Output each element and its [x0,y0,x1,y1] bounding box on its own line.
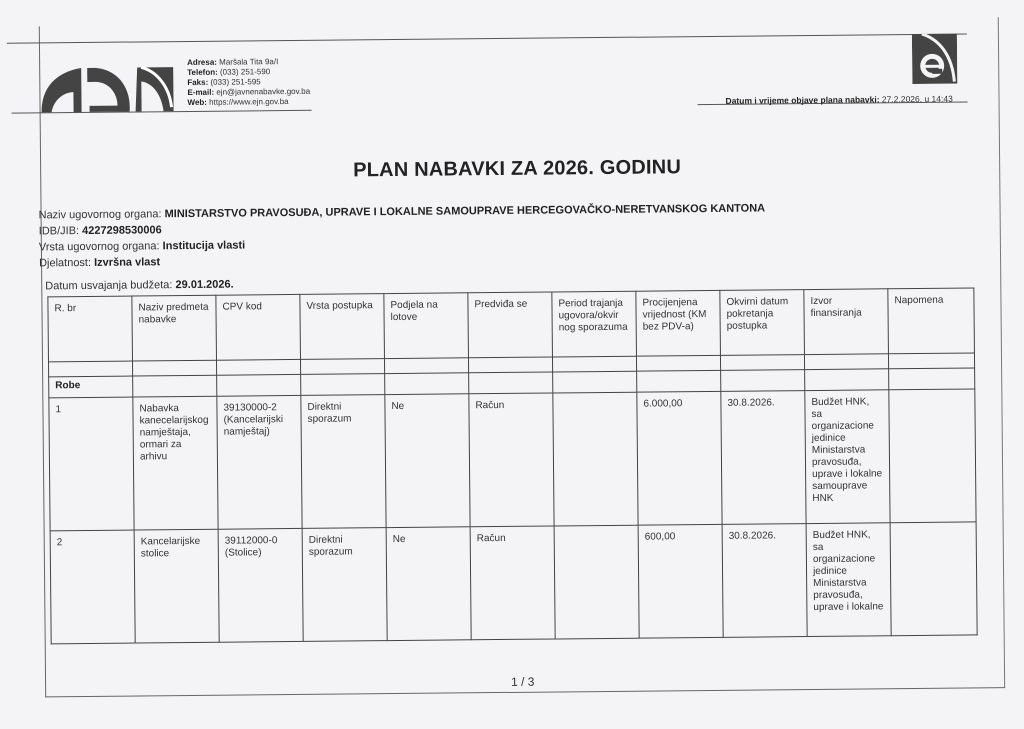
empty-cell [469,372,553,394]
cell-predvida: Račun [469,393,554,527]
empty-cell [888,353,974,369]
cell-period [553,392,638,526]
cell-naziv: Kancelarijske stolice [134,529,219,643]
fax-value: (033) 251-595 [210,77,261,87]
procurement-table [47,287,977,644]
cell-rbr: 2 [50,530,135,644]
fax-label: Faks: [187,77,209,87]
table-row [50,522,977,644]
e-logo-icon [912,34,957,84]
web-value: https://www.ejn.gov.ba [209,97,289,107]
organ-type-value: Institucija vlasti [162,239,246,253]
cell-datum: 30.8.2026. [722,524,807,638]
col-header: Predviđa se [468,292,553,358]
organ-label: Naziv ugovornog organa: [38,208,162,222]
cell-cpv: 39112000-0 (Stolice) [218,528,303,642]
empty-cell [132,360,216,376]
col-header: Naziv predmeta nabavke [132,295,217,361]
address-label: Adresa: [187,57,217,67]
empty-cell [552,356,636,372]
empty-cell [637,370,721,392]
organ-info [39,200,766,271]
empty-cell [300,359,384,375]
empty-cell [805,369,889,391]
col-header: Izvor finansiranja [804,289,889,355]
col-header: Procijenjena vrijednost (KM bez PDV-a) [636,290,721,356]
cell-izvor: Budžet HNK, sa organizacione jedinice Ministarstva pravosuđa, uprave i lokalne [806,523,891,637]
web-label: Web: [187,97,207,107]
empty-cell [721,370,805,392]
budget-value: 29.01.2026. [175,278,234,292]
cell-period [554,525,639,639]
cell-napomena [889,389,976,523]
empty-cell [48,361,132,377]
activity-label: Djelatnost: [38,256,92,270]
cell-izvor: Budžet HNK, sa organizacione jedinice Ministarstva pravosuđa, uprave i lokalne samouprave HNK [805,390,890,524]
cell-vrsta: Direktni sporazum [301,395,386,529]
empty-cell [301,374,385,396]
idb-value: 4227298530006 [82,224,162,238]
page-number: 1 / 3 [511,674,535,689]
cell-predvida: Račun [470,526,555,640]
table-header-row [48,288,975,362]
page-title: PLAN NABAVKI ZA 2026. GODINU [353,156,682,182]
organ-value: MINISTARSTVO PRAVOSUĐA, UPRAVE I LOKALNE SAMOUPRAVE HERCEGOVAČKO-NERETVANSKOG KANTONA [164,202,766,221]
phone-label: Telefon: [187,67,218,77]
cell-vrijednost: 6.000,00 [637,391,722,525]
empty-cell [720,355,804,371]
publish-label: Datum i vrijeme objave plana nabavki: [725,94,880,106]
cell-vrijednost: 600,00 [638,524,723,638]
ajn-logo-icon [37,61,177,114]
empty-cell [385,373,469,395]
email-value: ejn@javnenabavke.gov.ba [216,86,311,97]
cell-cpv: 39130000-2 (Kancelarijski namještaj) [217,395,302,529]
address-value: Maršala Tita 9a/I [219,57,279,67]
col-header: Period trajanja ugovora/okvir nog sporazuma [552,291,637,357]
empty-cell [636,355,720,371]
cell-rbr: 1 [49,397,134,531]
col-header: Napomena [888,288,975,354]
empty-cell [468,357,552,373]
empty-cell [133,375,217,397]
organ-type-label: Vrsta ugovornog organa: [38,240,160,254]
col-header: R. br [48,296,133,362]
col-header: CPV kod [216,294,301,360]
publish-value: 27.2.2026. u 14:43 [881,93,953,105]
table-row [49,389,976,531]
cell-lotovi: Ne [385,394,470,528]
empty-cell [804,354,888,370]
cell-datum: 30.8.2026. [721,391,806,525]
col-header: Okvirni datum pokretanja postupka [720,290,805,356]
group-label: Robe [49,376,133,398]
phone-value: (033) 251-590 [219,67,271,77]
col-header: Podjela na lotove [384,293,469,359]
cell-vrsta: Direktni sporazum [302,528,387,642]
empty-cell [553,371,637,393]
col-header: Vrsta postupka [300,294,385,360]
cell-lotovi: Ne [386,527,471,641]
budget-date [45,279,233,293]
cell-napomena [890,522,977,636]
empty-cell [216,359,300,375]
empty-cell [889,368,975,390]
email-label: E-mail: [187,87,215,97]
activity-value: Izvršna vlast [94,256,161,269]
empty-cell [384,358,468,374]
budget-label: Datum usvajanja budžeta: [45,279,173,293]
cell-naziv: Nabavka kanecelarijskog namještaja, ormari za arhivu [133,396,218,530]
idb-label: IDB/JIB: [38,225,80,238]
empty-cell [217,374,301,396]
contact-block [187,57,310,108]
